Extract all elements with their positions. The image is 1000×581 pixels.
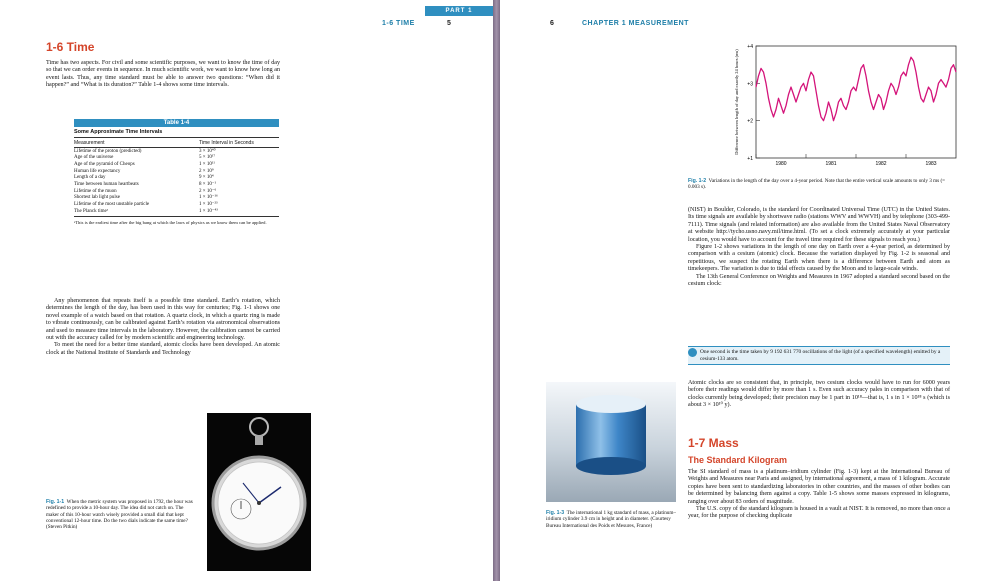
fig-1-1-text: When the metric system was proposed in 1792, the hour was redefined to provide a 10-hour day. The idea did not catch on. The maker of this 10-hour watch wisely provided a small dial that kept conventional 12-hour time. Do the two dials indicate the same time? (Steven Pitkin) [46, 499, 193, 531]
table-row [74, 188, 279, 195]
x-tick-label: 1981 [825, 161, 837, 167]
table-cell-measurement: Time between human heartbeats [74, 182, 139, 188]
left-para-1: Any phenomenon that repeats itself is a possible time standard. Earth’s rotation, which determines the length of the day, has been used in this way for centuries; Fig. 1-1 shows one novel example of a watch based on that rotation. A quartz clock, in which a quartz ring is made to vibrate continuously, can be calibrated against Earth’s rotation via astronomical observations and used to measure time intervals in the laboratory. However, the calibration cannot be carried out with the accuracy called for by modern scientific and engineering technology. [46, 298, 280, 342]
table-cell-measurement: Shortest lab light pulse [74, 195, 120, 201]
fig-1-2-text: Variations in the length of the day over a 4-year period. Note that the entire vertical scale amounts to only 3 ms (= 0.003 s). [688, 178, 946, 191]
fig-1-1-caption [46, 499, 196, 530]
y-tick-label: +1 [747, 156, 753, 162]
y-axis-label: Difference between length of day and exactly 24 hours (ms) [734, 49, 739, 155]
col-header-interval: Time Interval in Seconds [199, 138, 279, 148]
running-head-left: 1-6 TIME [382, 20, 415, 27]
intro-text: Time has two aspects. For civil and some scientific purposes, we want to know the time of day so that we can order events in sequence. In much scientific work, we want to know how long an event lasts. Thus, any time standard must be able to answer two questions: “When did it happen?” and “What is its duration?” Table 1-4 shows some time intervals. [46, 60, 280, 89]
table-cell-interval: 1 × 10⁻²³ [199, 202, 218, 208]
page-number-left: 5 [447, 20, 451, 27]
right-para-1: (NIST) in Boulder, Colorado, is the standard for Coordinated Universal Time (UTC) in the United States. Its time signals are available by shortwave radio (stations WWV and WWVH) and by telephone (303-499-7111). Time signals (and related information) are also available from the United States Naval Observatory at website http://tycho.usno.navy.mil/time.html. (To set a clock extremely accurately at your particular location, you would have to account for the travel time required for these signals to reach you.) [688, 207, 950, 243]
table-label: Table 1-4 [74, 119, 279, 127]
day-length-chart [726, 40, 964, 174]
fig-1-3-caption [546, 510, 678, 529]
key-idea-text: One second is the time taken by 9 192 631 770 oscillations of the light (of a specified wavelength) emitted by a cesium-133 atom. [700, 349, 941, 362]
table-row [74, 175, 279, 182]
watch-icon [207, 413, 311, 571]
time-intervals-table [74, 119, 279, 226]
left-para-2: To meet the need for a better time standard, atomic clocks have been developed. An atomic clock at the National Institute of Standards and Technology [46, 342, 280, 356]
table-cell-measurement: Lifetime of the muon [74, 188, 117, 194]
kilogram-cylinder-icon [546, 382, 676, 502]
table-cell-interval: 5 × 10¹⁷ [199, 155, 216, 161]
table-body [74, 138, 279, 217]
section-title-time: 1-6 Time [46, 40, 95, 54]
right-body-bottom [688, 469, 950, 521]
right-page [500, 0, 1000, 581]
chart-frame [756, 46, 956, 158]
right-para-6: The U.S. copy of the standard kilogram is housed in a vault at NIST. It is removed, no more than once a year, for the purpose of checking duplicate [688, 506, 950, 520]
left-body-text [46, 298, 280, 357]
left-page [0, 0, 493, 581]
col-header-measurement: Measurement [74, 138, 199, 148]
table-cell-interval: 2 × 10⁹ [199, 168, 214, 174]
table-cell-measurement: Lifetime of the proton (predicted) [74, 148, 142, 154]
table-cell-interval: 3 × 10⁴⁰ [199, 148, 216, 154]
y-tick-label: +2 [747, 118, 753, 125]
x-tick-label: 1983 [925, 161, 937, 167]
table-cell-interval: 2 × 10⁻⁶ [199, 188, 217, 194]
y-tick-label: +4 [747, 44, 753, 50]
table-row [74, 148, 279, 155]
table-row [74, 195, 279, 202]
fig-1-3-text: The international 1 kg standard of mass, a platinum–iridium cylinder 3.9 cm in height and in diameter. (Courtesy Bureau International des Poids et Mesures, France) [546, 510, 677, 529]
section-title-mass: 1-7 Mass [688, 436, 739, 450]
fig-1-2-label: Fig. 1-2 [688, 178, 707, 184]
table-row [74, 155, 279, 162]
right-body-mid [688, 380, 950, 410]
table-row [74, 181, 279, 188]
table-cell-measurement: Length of a day [74, 175, 106, 181]
intro-paragraph [46, 60, 280, 90]
table-footnote: ᵃThis is the earliest time after the big bang at which the laws of physics as we know them can be applied. [74, 220, 267, 226]
table-row [74, 202, 279, 209]
running-head-right: CHAPTER 1 MEASUREMENT [582, 20, 689, 27]
table-cell-interval: 9 × 10⁴ [199, 175, 214, 181]
subsection-standard-kilogram: The Standard Kilogram [688, 455, 788, 465]
fig-1-2-caption [688, 178, 950, 191]
table-cell-measurement: Age of the pyramid of Cheops [74, 161, 135, 167]
key-idea-box [688, 346, 950, 365]
key-idea-icon [688, 348, 697, 357]
part-tab: PART 1 [425, 6, 493, 16]
table-row [74, 168, 279, 175]
right-para-5: The SI standard of mass is a platinum–iridium cylinder (Fig. 1-3) kept at the International Bureau of Weights and Measures near Paris and assigned, by international agreement, a mass of 1 kilogram. Accurate copies have been sent to standardizing laboratories in other countries, and the masses of other bodies can be determined by balancing them against a copy. Table 1-5 shows some masses expressed in kilograms, ranging over about 83 orders of magnitude. [688, 469, 950, 505]
right-para-2: Figure 1-2 shows variations in the length of one day on Earth over a 4-year period, as determined by comparison with a cesium (atomic) clock. Because the variation displayed by Fig. 1-2 is seasonal and repetitious, we suspect the rotating Earth when there is a difference between Earth and atom as timekeepers. The variation is due to tidal effects caused by the Moon and to large-scale winds. [688, 244, 950, 273]
page-number-right: 6 [550, 20, 554, 27]
x-tick-label: 1980 [775, 161, 787, 167]
right-body-top [688, 207, 950, 288]
table-cell-interval: 1 × 10⁻⁴³ [199, 208, 279, 217]
table-caption: Some Approximate Time Intervals [74, 127, 279, 138]
right-para-4: Atomic clocks are so consistent that, in principle, two cesium clocks would have to run for 6000 years before their readings would differ by more than 1 s. Even such accuracy pales in comparison with that of clocks currently being developed; their precision may be 1 part in 10¹⁸—that is, 1 s in 1 × 10¹⁸ s (which is about 3 × 10¹⁰ y). [688, 380, 950, 409]
ten-hour-watch-photo [207, 413, 311, 571]
series-line [756, 57, 956, 120]
fig-1-3-label: Fig. 1-3 [546, 510, 565, 516]
chart-svg [726, 40, 964, 174]
x-tick-label: 1982 [875, 161, 887, 167]
kilogram-standard-photo [546, 382, 676, 502]
table-cell-interval: 8 × 10⁻¹ [199, 182, 216, 188]
table-cell-measurement: Human life expectancy [74, 168, 121, 174]
fig-1-1-label: Fig. 1-1 [46, 499, 65, 505]
table-cell-measurement: Age of the universe [74, 155, 114, 161]
table-cell-interval: 1 × 10⁻¹⁶ [199, 195, 218, 201]
table-row [74, 208, 279, 217]
book-gutter [493, 0, 500, 581]
table-cell-interval: 1 × 10¹¹ [199, 161, 215, 167]
table-cell-measurement: The Planck timeᵃ [74, 208, 199, 217]
right-para-3: The 13th General Conference on Weights and Measures in 1967 adopted a standard second based on the cesium clock: [688, 273, 950, 288]
table-cell-measurement: Lifetime of the most unstable particle [74, 202, 150, 208]
y-tick-label: +3 [747, 81, 753, 88]
table-row [74, 161, 279, 168]
